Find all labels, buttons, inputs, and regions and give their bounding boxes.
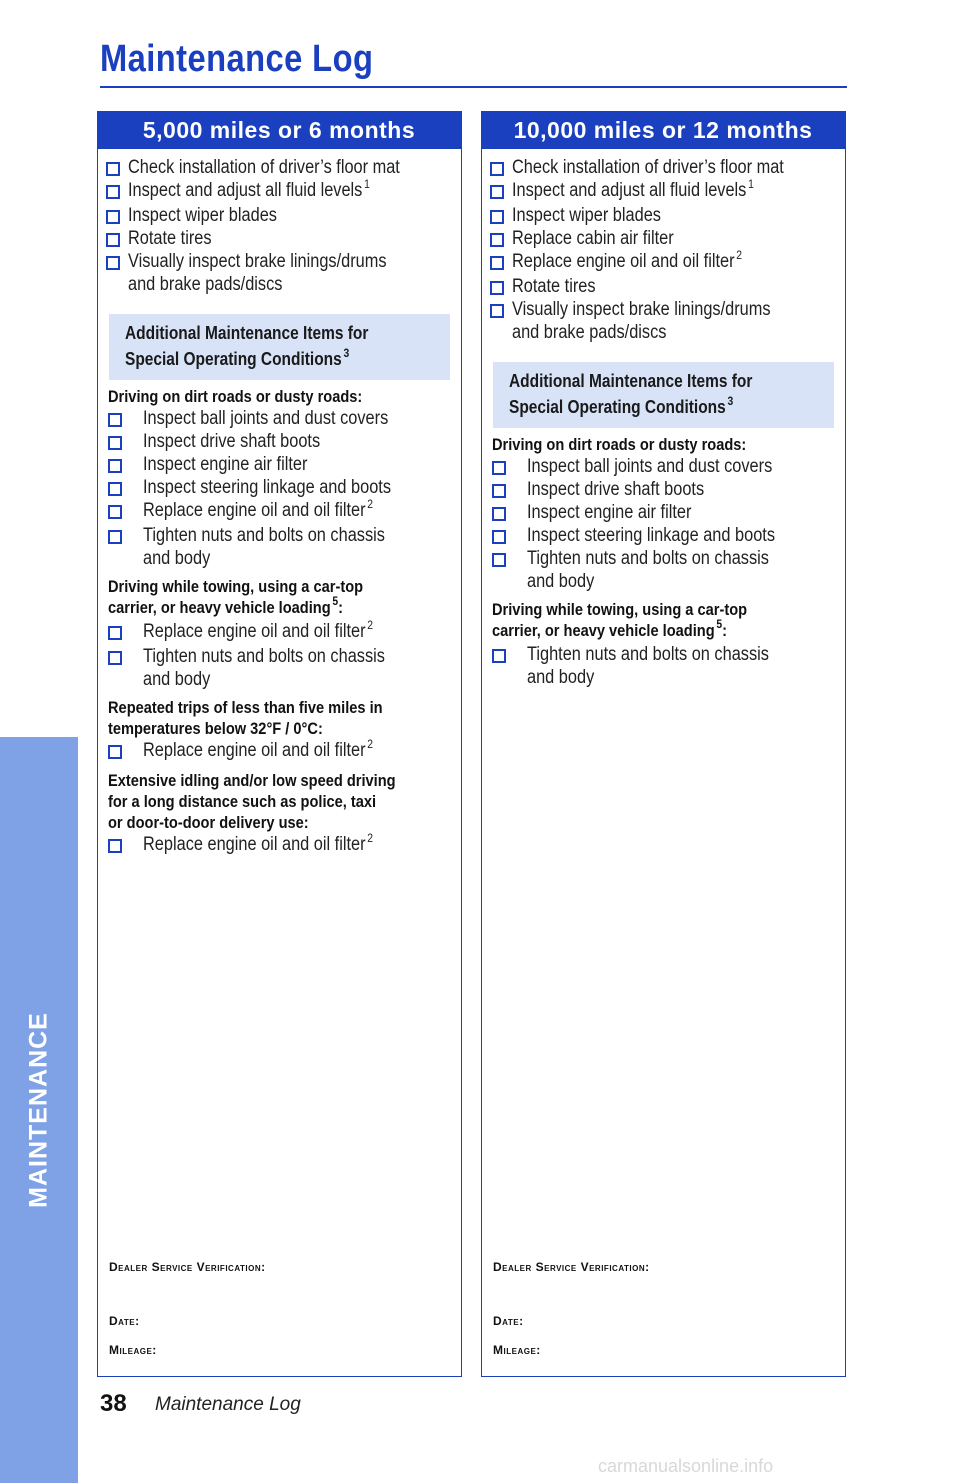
column-header: 5,000 miles or 6 months [97, 111, 462, 149]
checkbox[interactable] [492, 461, 506, 475]
condition-text: or door-to-door delivery use: [108, 813, 309, 832]
item-label: Inspect drive shaft boots [143, 431, 321, 452]
footnote-ref: 2 [736, 248, 743, 262]
item-label: Tighten nuts and bolts on chassis [527, 644, 769, 665]
item-text [143, 645, 385, 668]
checkbox[interactable] [490, 281, 504, 295]
item-text-line2: and body [143, 669, 211, 690]
checklist-item [98, 453, 461, 476]
footnote-ref: 2 [367, 497, 374, 511]
item-label: Replace engine oil and oil filter [143, 834, 366, 855]
item-label: Replace engine oil and oil filter [143, 500, 366, 521]
item-label: Replace cabin air filter [512, 228, 674, 249]
checklist-item [98, 250, 461, 296]
item-text [512, 298, 771, 321]
item-text-line2: and brake pads/discs [128, 274, 283, 295]
special-conditions-box [109, 314, 450, 380]
checkbox[interactable] [490, 233, 504, 247]
condition-heading-line [492, 434, 796, 455]
condition-heading-line [108, 576, 412, 597]
special-heading-text: Special Operating Conditions [125, 349, 342, 369]
checklist-item [98, 833, 461, 858]
footnote-ref: 2 [367, 831, 374, 845]
checkbox[interactable] [106, 256, 120, 270]
footnote-ref: 3 [343, 346, 350, 360]
checkbox[interactable] [108, 413, 122, 427]
page-footer-label: Maintenance Log [155, 1394, 301, 1415]
item-text [143, 453, 307, 476]
checklist-item [98, 739, 461, 764]
checkbox[interactable] [106, 210, 120, 224]
checklist-item [482, 179, 845, 204]
item-text [143, 620, 373, 645]
condition-text: temperatures below 32°F / 0°C: [108, 719, 323, 738]
item-label: Replace engine oil and oil filter [512, 251, 735, 272]
condition-text: Driving while towing, using a car-top [108, 577, 364, 596]
item-label: Rotate tires [128, 228, 212, 249]
footnote-ref: 1 [748, 177, 754, 191]
item-text [143, 476, 391, 499]
special-heading-text: Special Operating Conditions [509, 397, 726, 417]
item-text [512, 156, 784, 179]
checkbox[interactable] [106, 233, 120, 247]
item-text [512, 179, 754, 204]
page-title: Maintenance Log [100, 38, 374, 80]
mileage-label: Mileage: [109, 1343, 157, 1357]
checklist-item [482, 524, 845, 547]
checkbox[interactable] [490, 304, 504, 318]
item-label: Replace engine oil and oil filter [143, 740, 366, 761]
checklist-item [482, 298, 845, 344]
section-side-tab-label: MAINTENANCE [24, 1012, 53, 1208]
checkbox[interactable] [492, 484, 506, 498]
checklist-item [482, 156, 845, 179]
checklist-item [98, 204, 461, 227]
item-label: Replace engine oil and oil filter [143, 621, 366, 642]
item-label: Inspect ball joints and dust covers [143, 408, 389, 429]
item-label: Rotate tires [512, 276, 596, 297]
item-text [128, 179, 370, 204]
item-text [527, 547, 769, 570]
item-label: Inspect steering linkage and boots [527, 525, 775, 546]
condition-heading [98, 697, 461, 739]
checkbox[interactable] [106, 162, 120, 176]
condition-text: for a long distance such as police, taxi [108, 792, 377, 811]
checklist-item [98, 524, 461, 570]
checklist-item [482, 501, 845, 524]
date-label: Date: [109, 1314, 140, 1328]
condition-heading-line [492, 599, 796, 620]
checklist-item [482, 204, 845, 227]
footnote-ref: 5 [332, 594, 339, 608]
item-text [143, 407, 388, 430]
checklist-item [98, 156, 461, 179]
condition-heading [98, 576, 461, 620]
checkbox[interactable] [108, 651, 122, 665]
checkbox[interactable] [490, 210, 504, 224]
condition-text: Driving while towing, using a car-top [492, 600, 748, 619]
condition-text: Driving on dirt roads or dusty roads: [492, 435, 747, 454]
item-text [128, 250, 387, 273]
item-text-line2: and body [527, 667, 595, 688]
checkbox[interactable] [108, 482, 122, 496]
item-text [128, 204, 277, 227]
item-text [143, 833, 373, 858]
footnote-ref: 2 [367, 618, 374, 632]
column-content [98, 156, 461, 858]
condition-heading-line [108, 791, 412, 812]
item-label: Inspect ball joints and dust covers [527, 456, 773, 477]
footnote-ref: 1 [364, 177, 370, 191]
checklist-item [482, 643, 845, 689]
condition-heading-line: carrier, or heavy vehicle loading $^5$: [108, 594, 344, 617]
checkbox[interactable] [108, 459, 122, 473]
condition-text: Driving on dirt roads or dusty roads: [108, 387, 363, 406]
condition-heading-line: carrier, or heavy vehicle loading $^5$: [492, 617, 728, 640]
item-text [512, 227, 674, 250]
checkbox[interactable] [108, 839, 122, 853]
item-label: Inspect wiper blades [128, 205, 277, 226]
page-number: 38 [100, 1390, 127, 1417]
column-header: 10,000 miles or 12 months [481, 111, 846, 149]
item-text-line2: and body [527, 571, 595, 592]
item-text [512, 250, 742, 275]
item-text [128, 156, 400, 179]
column-content [482, 156, 845, 689]
checklist-item [98, 227, 461, 250]
checkbox[interactable] [492, 649, 506, 663]
checklist-item [482, 478, 845, 501]
checklist-item [98, 476, 461, 499]
item-label: Check installation of driver’s floor mat [512, 157, 784, 178]
item-text [527, 455, 772, 478]
condition-heading-line [108, 718, 412, 739]
condition-heading-line [108, 697, 412, 718]
condition-heading [482, 434, 845, 455]
checklist-item [98, 407, 461, 430]
checklist-item [98, 179, 461, 204]
item-label: Inspect wiper blades [512, 205, 661, 226]
footnote-ref: 3 [727, 394, 734, 408]
special-heading-line1: Additional Maintenance Items for [125, 323, 369, 343]
condition-heading [98, 770, 461, 833]
checklist-item [98, 645, 461, 691]
watermark: carmanualsonline.info [598, 1456, 774, 1476]
item-text [527, 643, 769, 666]
title-divider [100, 86, 847, 88]
log-column-5000 [97, 111, 462, 1377]
item-text [128, 227, 212, 250]
checkbox[interactable] [492, 507, 506, 521]
checkbox[interactable] [492, 553, 506, 567]
condition-heading [98, 386, 461, 407]
item-text [143, 524, 385, 547]
mileage-label: Mileage: [493, 1343, 541, 1357]
checkbox[interactable] [492, 530, 506, 544]
item-text-line2: and body [143, 548, 211, 569]
item-text [143, 430, 320, 453]
checkbox[interactable] [106, 185, 120, 199]
item-label: Inspect steering linkage and boots [143, 477, 391, 498]
item-label: Tighten nuts and bolts on chassis [527, 548, 769, 569]
checklist-item [482, 275, 845, 298]
item-text-line2: and brake pads/discs [512, 322, 667, 343]
condition-text: carrier, or heavy vehicle loading [108, 598, 331, 617]
checklist-item [98, 499, 461, 524]
checkbox[interactable] [490, 256, 504, 270]
item-label: Check installation of driver’s floor mat [128, 157, 400, 178]
item-label: Tighten nuts and bolts on chassis [143, 525, 385, 546]
item-label: Tighten nuts and bolts on chassis [143, 646, 385, 667]
item-label: Inspect and adjust all fluid levels [512, 180, 747, 201]
item-text [512, 275, 596, 298]
footnote-ref: 2 [367, 737, 374, 751]
item-text [512, 204, 661, 227]
special-heading-line2 [509, 394, 775, 422]
checkbox[interactable] [108, 505, 122, 519]
item-text [527, 524, 775, 547]
item-label: Inspect engine air filter [143, 454, 308, 475]
condition-text: Extensive idling and/or low speed driving [108, 771, 396, 790]
checkbox[interactable] [108, 626, 122, 640]
checklist-item [482, 250, 845, 275]
special-heading-line1: Additional Maintenance Items for [509, 371, 753, 391]
date-label: Date: [493, 1314, 524, 1328]
dealer-verification-label: Dealer Service Verification: [493, 1260, 650, 1274]
condition-heading-line [108, 386, 412, 407]
checkbox[interactable] [108, 436, 122, 450]
dealer-verification-label: Dealer Service Verification: [109, 1260, 266, 1274]
checkbox[interactable] [108, 745, 122, 759]
condition-heading-line [108, 812, 412, 833]
checklist-item [98, 620, 461, 645]
checklist-item [98, 430, 461, 453]
condition-text: Repeated trips of less than five miles in [108, 698, 383, 717]
footnote-ref: 5 [716, 617, 723, 631]
condition-heading [482, 599, 845, 643]
special-conditions-box [493, 362, 834, 428]
item-text [527, 478, 704, 501]
item-text [527, 501, 691, 524]
checklist-item [482, 455, 845, 478]
checklist-item [482, 547, 845, 593]
item-label: Visually inspect brake linings/drums [128, 251, 387, 272]
item-label: Inspect and adjust all fluid levels [128, 180, 363, 201]
log-column-10000 [481, 111, 846, 1377]
condition-text: carrier, or heavy vehicle loading [492, 621, 715, 640]
item-label: Visually inspect brake linings/drums [512, 299, 771, 320]
item-text [143, 499, 373, 524]
special-heading-line2 [125, 346, 391, 374]
condition-heading-line [108, 770, 412, 791]
item-label: Inspect engine air filter [527, 502, 692, 523]
checkbox[interactable] [490, 162, 504, 176]
checkbox[interactable] [490, 185, 504, 199]
item-label: Inspect drive shaft boots [527, 479, 705, 500]
item-text [143, 739, 373, 764]
checklist-item [482, 227, 845, 250]
checkbox[interactable] [108, 530, 122, 544]
